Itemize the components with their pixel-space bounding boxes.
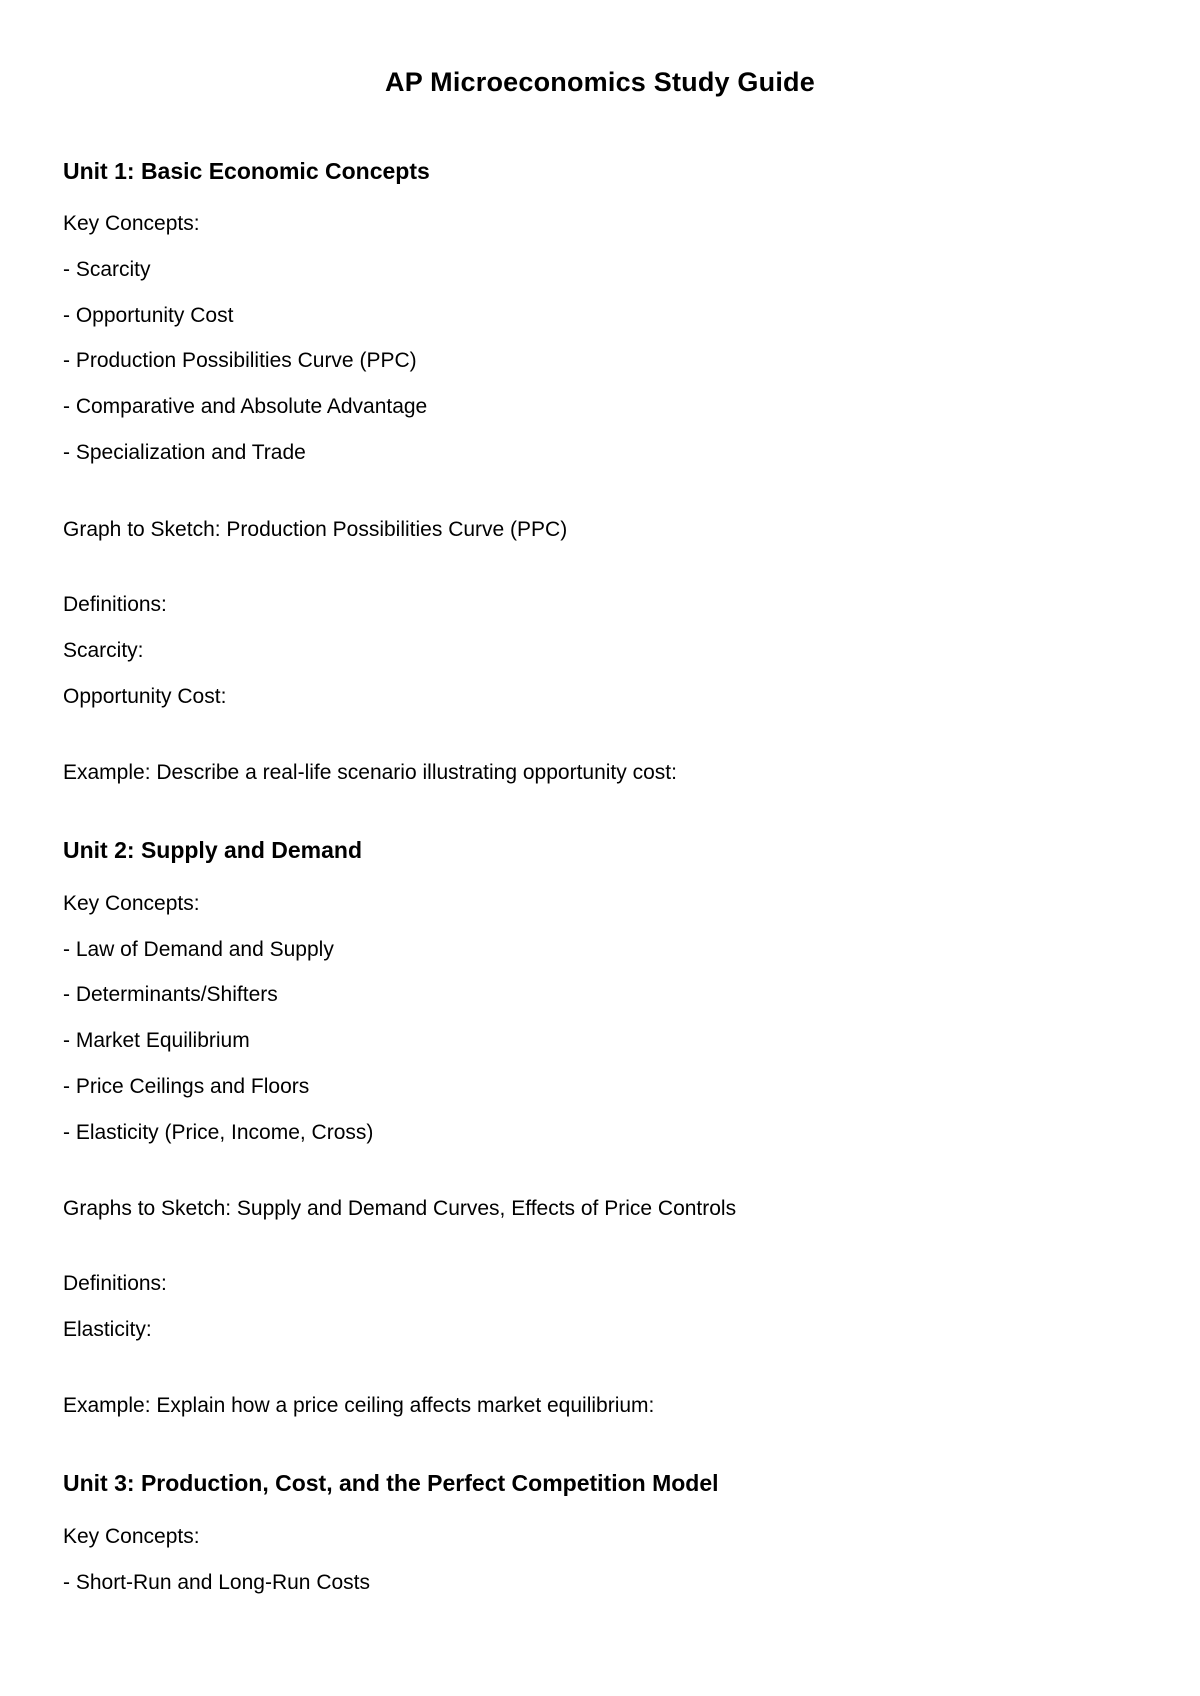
unit-1-key-concepts-label: Key Concepts:: [63, 212, 200, 235]
unit-2-key-concepts-label: Key Concepts:: [63, 892, 200, 915]
unit-2-concept-item: - Elasticity (Price, Income, Cross): [63, 1121, 374, 1144]
unit-2-concept-item: - Price Ceilings and Floors: [63, 1075, 310, 1098]
unit-2-graphs-to-sketch: Graphs to Sketch: Supply and Demand Curves, Effects of Price Controls: [63, 1197, 737, 1220]
unit-3-concept-item: - Short-Run and Long-Run Costs: [63, 1571, 370, 1594]
document-title: AP Microeconomics Study Guide: [385, 67, 815, 97]
unit-2-definitions-label: Definitions:: [63, 1272, 167, 1295]
unit-1-concept-item: - Production Possibilities Curve (PPC): [63, 349, 417, 372]
unit-2-concept-item: - Determinants/Shifters: [63, 983, 278, 1006]
unit-3-key-concepts-label: Key Concepts:: [63, 1525, 200, 1548]
unit-1-concept-item: - Opportunity Cost: [63, 304, 234, 327]
unit-2-concept-item: - Market Equilibrium: [63, 1029, 250, 1052]
unit-3-heading: Unit 3: Production, Cost, and the Perfect Competition Model: [63, 1470, 719, 1496]
unit-1-concept-item: - Scarcity: [63, 258, 151, 281]
unit-1-definitions-label: Definitions:: [63, 593, 167, 616]
unit-1-definition-item: Scarcity:: [63, 639, 144, 662]
unit-2-heading: Unit 2: Supply and Demand: [63, 837, 363, 863]
unit-1-heading: Unit 1: Basic Economic Concepts: [63, 158, 430, 184]
unit-1-concept-item: - Specialization and Trade: [63, 441, 306, 464]
unit-1-example: Example: Describe a real-life scenario illustrating opportunity cost:: [63, 761, 677, 784]
unit-1-definition-item: Opportunity Cost:: [63, 685, 227, 708]
unit-2-concept-item: - Law of Demand and Supply: [63, 938, 334, 961]
unit-1-graph-to-sketch: Graph to Sketch: Production Possibilities Curve (PPC): [63, 518, 568, 541]
unit-1-concept-item: - Comparative and Absolute Advantage: [63, 395, 428, 418]
unit-2-definition-item: Elasticity:: [63, 1318, 152, 1341]
unit-2-example: Example: Explain how a price ceiling affects market equilibrium:: [63, 1394, 655, 1417]
